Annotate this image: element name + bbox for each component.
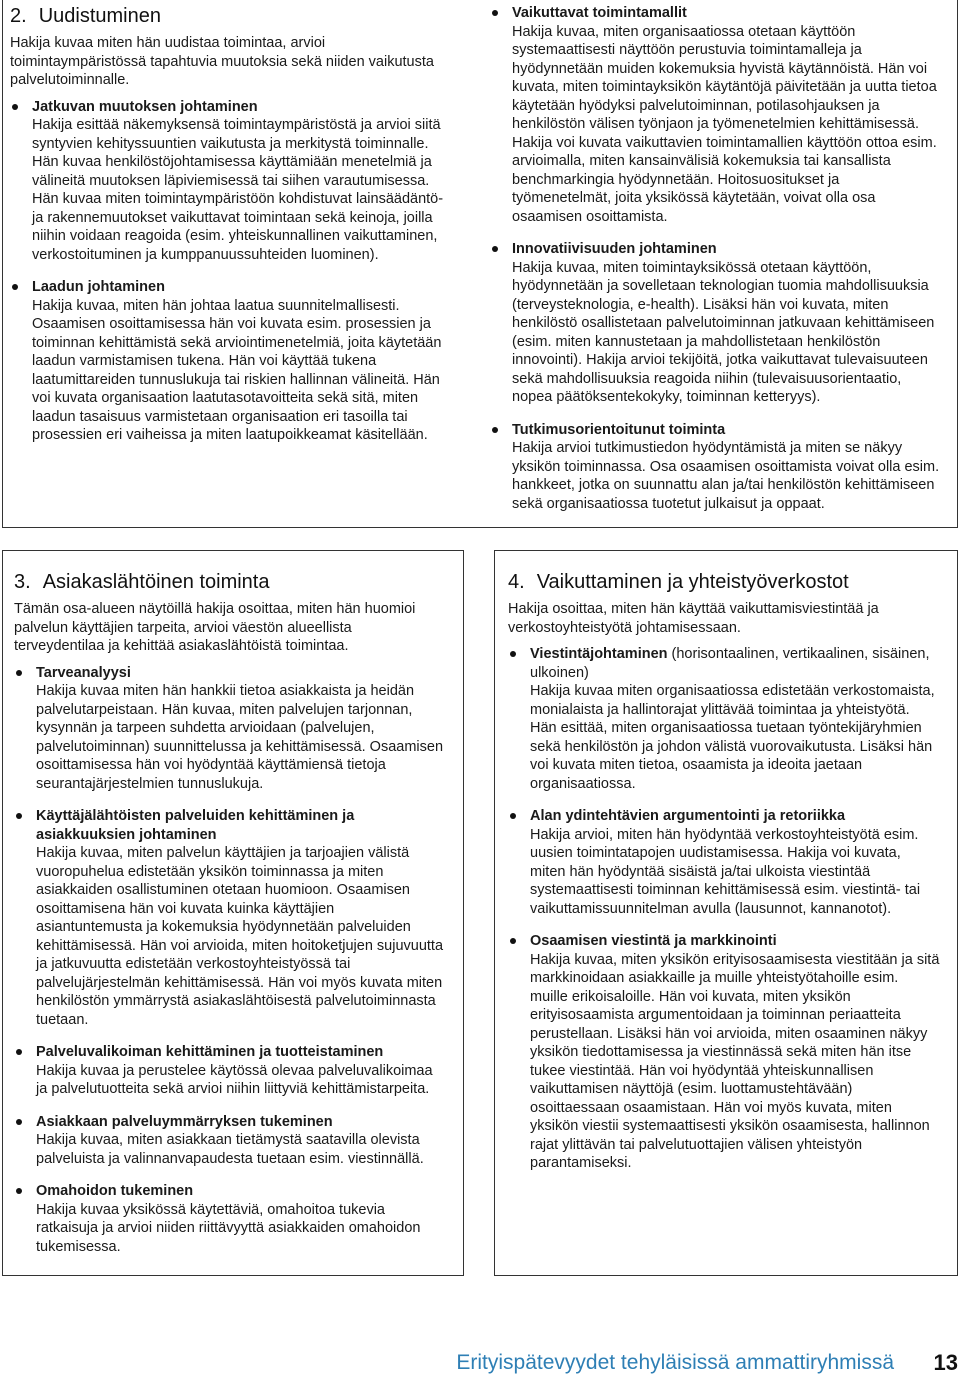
bullet-icon (510, 813, 516, 819)
bullet-icon (492, 427, 498, 433)
bullet-icon (16, 1049, 22, 1055)
list-item (10, 98, 458, 265)
section-2-left-column (10, 4, 458, 459)
section-4-intro: Hakija osoittaa, miten hän käyttää vaikuttamisviestintää ja verkostoyhteistyötä johtamisessaan. (508, 601, 879, 636)
section-3-title: Asiakaslähtöinen toiminta (42, 571, 270, 593)
item-title: Käyttäjälähtöisten palveluiden kehittäminen ja asiakkuuksien johtaminen (36, 808, 355, 843)
list-item (508, 645, 940, 793)
item-body: Hakija kuvaa ja perustelee käytössä olevaa palveluvalikoimaa ja palvelutuotteita sekä arvioi niihin liittyviä kehittämistarpeita. (36, 1062, 433, 1097)
bullet-icon (16, 1119, 22, 1125)
bullet-icon (16, 1188, 22, 1194)
section-2-list-right (490, 4, 940, 513)
bullet-icon (492, 246, 498, 252)
item-body: Hakija kuvaa, miten asiakkaan tietämystä saatavilla olevista palveluista ja valinnanvapaudesta tuetaan esim. viestinnällä. (36, 1132, 424, 1167)
list-item (14, 1113, 444, 1169)
page-number: 13 (933, 1350, 958, 1375)
section-2-right-rule (957, 0, 958, 528)
list-item (508, 807, 940, 918)
list-item (14, 1043, 444, 1099)
item-title: Alan ydintehtävien argumentointi ja retoriikka (530, 808, 846, 824)
bullet-icon (510, 938, 516, 944)
section-3-left-rule (2, 550, 3, 1276)
section-2-list-left (10, 98, 458, 445)
bullet-icon (492, 10, 498, 16)
section-2-number: 2. (10, 5, 27, 27)
item-title: Vaikuttavat toimintamallit (512, 5, 687, 21)
section-4-left-rule (494, 550, 495, 1276)
section-4-title: Vaikuttaminen ja yhteistyöverkostot (536, 571, 849, 593)
bullet-icon (12, 284, 18, 290)
section-2-heading (10, 4, 458, 28)
item-title-extra: (horisontaalinen, vertikaalinen, sisäinen, ulkoinen) (530, 646, 930, 681)
item-title: Jatkuvan muutoksen johtaminen (32, 98, 258, 115)
item-body: Hakija kuvaa miten hän hankkii tietoa asiakkaista ja heidän palvelutarpeistaan. Hän kuvaa, miten palvelujen tarjonnan, kysynnän ja tarpeen suhdetta arvioidaan (palvelujen, palvelutoiminnan) suunnittelussa ja kehittämisessä. Osaamisen osoittamisessa hän voi hyödyntää käyttämiensä tietoja seurantajärjestelmien tunnuslukuja. (36, 683, 444, 792)
section-2-bottom-rule (2, 527, 958, 528)
footer-publication-title: Erityispätevyydet tehyläisissä ammattiryhmissä (456, 1351, 894, 1374)
item-body: Hakija kuvaa, miten yksikön erityisosaamisesta viestitään ja sitä markkinoidaan asiakkaille ja muille yhteistyötahoille esim. muille erikoisaloille. Hän voi kuvata, miten yksikön erityisosaamista argumentoidaan ja toiminnan periaatteita perustellaan. Lisäksi hän voi arvioida, miten osaaminen näkyy yksikön tiedottamisessa ja viestinnässä sekä miten hän itse tukee viestintää. Hän voi hyödyntää yhteiskunnallisen vaikuttamisen näyttöjä (esim. luottamustehtävään) osoittaessaan osaamistaan. Hän voi myös kuvata, miten yksikön viestii systemaattisesti yksikön osaamisesta, hallinnon rajat ylittävän tai palvelutuottajien välisen yhteistyön parantamiseksi. (530, 951, 940, 1171)
list-item (490, 240, 940, 407)
list-item (490, 4, 940, 226)
section-3-bottom-rule (2, 1275, 464, 1276)
item-title: Osaamisen viestintä ja markkinointi (530, 933, 777, 949)
section-2-intro: Hakija kuvaa miten hän uudistaa toimintaa, arvioi toimintaympäristössä tapahtuvia muutoksia sekä niiden vaikutusta palvelutoiminnalle. (10, 35, 434, 88)
list-item (490, 421, 940, 514)
bullet-icon (12, 104, 18, 110)
section-3-column (14, 570, 444, 1270)
item-body: Hakija kuvaa miten organisaatiossa edistetään verkostomaista, monialaista ja hallintorajat ylittävää toimintaa ja yhteistyötä. Hän esittää, miten organisaatiossa tuetaan työntekijäryhmien sekä henkilöstön ja johdon välistä vuorovaikutusta. Lisäksi hän voi kuvata miten tietoa, osaamista ja ideoita jaetaan organisaatiossa. (530, 683, 935, 792)
list-item (14, 1182, 444, 1256)
list-item (10, 278, 458, 445)
item-body: Hakija arvioi tutkimustiedon hyödyntämistä ja miten se näkyy yksikön toiminnassa. Osa osaamisen osoittamista voivat olla esim. hankkeet, jotka on suunnattu alan ja/tai henkilöstön kehittämiseen sekä organisaatiossa tuotetut julkaisut ja oppaat. (512, 440, 940, 512)
item-title (530, 645, 940, 682)
section-3-number: 3. (14, 571, 31, 593)
section-4-number: 4. (508, 571, 525, 593)
list-item (14, 807, 444, 1029)
section-4-top-rule (494, 550, 958, 551)
list-item (14, 664, 444, 794)
bullet-icon (16, 813, 22, 819)
section-3-intro: Tämän osa-alueen näytöillä hakija osoittaa, miten hän huomioi palvelun käyttäjien tarpeita, arvioi väestön alueellista terveydentilaa ja kehittää asiakaslähtöistä toimintaa. (14, 601, 416, 654)
bullet-icon (16, 670, 22, 676)
item-title: Innovatiivisuuden johtaminen (512, 241, 717, 257)
section-3-top-rule (2, 550, 464, 551)
item-body: Hakija kuvaa, miten organisaatiossa otetaan käyttöön systemaattisesti näyttöön perustuvia toimintamalleja ja hyödynnetään muiden kokemuksia hyvistä käytännöistä. Hän voi kuvata, miten toimintayksikön käytäntöjä päivitetään ja uutta tietoa käytetään hyödyksi palvelutoiminnan, potilasohjauksen ja henkilöstön välisen työnjaon ja työmenetelmien kehittämisessä. Hakija voi kuvata vaikuttavien toimintamallien käyttöön ottoa esim. arvioimalla, miten kansainvälisiä kokemuksia tai kansallista benchmarkingia hyödynnetään. Hoitosuositukset ja työmenetelmät, joita yksikössä käytetään, voivat olla osa osaamisen osoittamista. (512, 23, 937, 225)
section-3-list (14, 664, 444, 1257)
bullet-icon (510, 651, 516, 657)
item-title: Laadun johtaminen (32, 279, 165, 295)
section-4-list (508, 645, 940, 1173)
section-2-right-column (490, 4, 940, 527)
section-4-column (508, 570, 940, 1187)
item-body: Hakija kuvaa, miten palvelun käyttäjien ja tarjoajien välistä vuoropuhelua edistetään yksikön toiminnassa ja miten asiakkaiden osallistuminen otetaan huomioon. Osaamisen osoittamisena hän voi kuvata kuinka käyttäjien asiantuntemusta ja kokemuksia hyödynnetään palveluiden kehittämisessä. Hän voi arvioida, miten hoitoketjujen sujuvuutta ja jatkuvuutta edistetään verkostoyhteistyössä tai palvelujärjestelmän kehittämisessä. Hän voi myös kuvata miten henkilöstön ymmärrystä asiakaslähtöisestä palvelutoiminnasta tuetaan. (36, 845, 444, 1028)
item-body: Hakija kuvaa, miten hän johtaa laatua suunnitelmallisesti. Osaamisen osoittamisessa hän voi kuvata esim. prosessien ja toiminnan kehittämistä sekä arviointimenetelmiä, joita käytetään laadun varmistamisen tukena. Hän voi käyttää tukena laatumittareiden tunnuslukuja tai riskien hallinnan välineitä. Hän voi kuvata organisaation laatutasotavoitteita sekä sitä, miten laadun tasaisuus varmistetaan organisaation eri tasoilla tai prosessien eri vaiheissa ja miten laatupoikkeamat käsitellään. (32, 297, 442, 443)
item-title-text: Viestintäjohtaminen (530, 646, 668, 662)
item-title: Tutkimusorientoitunut toiminta (512, 421, 726, 438)
item-title: Asiakkaan palveluymmärryksen tukeminen (36, 1113, 333, 1130)
item-title: Omahoidon tukeminen (36, 1183, 194, 1199)
section-2-left-rule (2, 0, 3, 528)
section-4-heading (508, 570, 940, 594)
section-3-heading (14, 570, 444, 594)
list-item (508, 932, 940, 1173)
section-4-bottom-rule (494, 1275, 958, 1276)
section-3-right-rule (463, 550, 464, 1276)
item-body: Hakija kuvaa yksikössä käytettäviä, omahoitoa tukevia ratkaisuja ja arvioi niiden riittävyyttä asiakkaiden omahoidon tukemisessa. (36, 1201, 421, 1255)
item-body: Hakija arvioi, miten hän hyödyntää verkostoyhteistyötä esim. uusien toimintatapojen uudistamisessa. Hakija voi kuvata, miten hän hyödyntää sisäistä ja/tai ulkoista viestintää systemaattisesti toiminnan kehittämisessä esim. viestintä- tai vaikuttamissuunnitelman avulla (lausunnot, kannanotot). (530, 826, 921, 917)
item-body: Hakija esittää näkemyksensä toimintaympäristöstä ja arvioi siitä syntyvien kehityssuuntien vaikutusta ja merkitystä toiminnalle. Hän kuvaa henkilöstöjohtamisessa käyttämiään menetelmiä ja välineitä muutoksen läpiviemisessä tai siihen varautumisessa. Hän kuvaa miten toimintaympäristöön kohdistuvat lainsäädäntö- ja rakennemuutokset vaikuttavat toimintaan sekä keinoja, joilla niihin voidaan reagoida (esim. yhteiskunnallinen vaikuttaminen, verkostoituminen ja kumppanuussuhteiden luominen). (32, 117, 444, 263)
item-title: Palveluvalikoiman kehittäminen ja tuotteistaminen (36, 1044, 384, 1060)
item-title: Tarveanalyysi (36, 664, 131, 681)
item-body: Hakija kuvaa, miten toimintayksikössä otetaan käyttöön, hyödynnetään ja sovelletaan teknologian tuomia mahdollisuuksia (terveysteknologia, e-health). Lisäksi hän voi kuvata, miten henkilöstö osallistetaan palvelutoiminnan jatkuvaan kehittämiseen (esim. miten kannustetaan ja mahdollistetaan henkilöstön innovointi). Hakija arvioi tekijöitä, jotka vaikuttavat tulevaisuuteen sekä mahdollisuuksia reagoida niihin (tulevaisuusorientaatio, nopea päätöksentekokyky, toiminnan ketteryys). (512, 259, 935, 405)
section-2-title: Uudistuminen (38, 5, 161, 27)
section-4-right-rule (957, 550, 958, 1276)
